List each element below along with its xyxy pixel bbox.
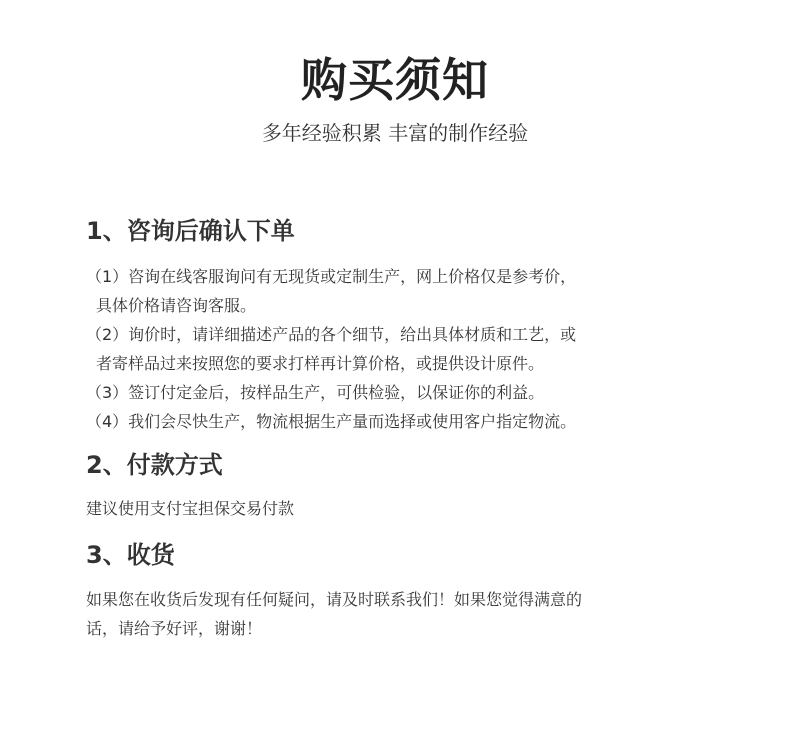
- section-body-receipt: [86, 585, 686, 643]
- consult-item-3: （3）签订付定金后，按样品生产，可供检验，以保证你的利益。: [86, 383, 545, 402]
- consult-item-2-line-1: （2）询价时，请详细描述产品的各个细节，给出具体材质和工艺，或: [86, 325, 577, 344]
- consult-item-4: （4）我们会尽快生产，物流根据生产量而选择或使用客户指定物流。: [86, 412, 577, 431]
- page-title: 购买须知: [301, 53, 489, 107]
- receipt-text-line-2: 话，请给予好评，谢谢！: [86, 619, 263, 638]
- section-heading-consult: 1、咨询后确认下单: [86, 217, 295, 245]
- page-subtitle: 多年经验积累 丰富的制作经验: [261, 121, 529, 145]
- section-body-consult: [86, 262, 686, 436]
- receipt-text-line-1: 如果您在收货后发现有任何疑问，请及时联系我们！如果您觉得满意的: [86, 590, 583, 609]
- section-heading-payment: 2、付款方式: [86, 451, 223, 479]
- payment-text: 建议使用支付宝担保交易付款: [86, 499, 295, 518]
- section-heading-receipt: 3、收货: [86, 541, 175, 569]
- section-body-payment: [86, 494, 686, 523]
- consult-item-1-line-2: 具体价格请咨询客服。: [96, 296, 257, 315]
- consult-item-2-line-2: 者寄样品过来按照您的要求打样再计算价格，或提供设计原件。: [96, 354, 545, 373]
- consult-item-1-line-1: （1）咨询在线客服询问有无现货或定制生产，网上价格仅是参考价，: [86, 267, 577, 286]
